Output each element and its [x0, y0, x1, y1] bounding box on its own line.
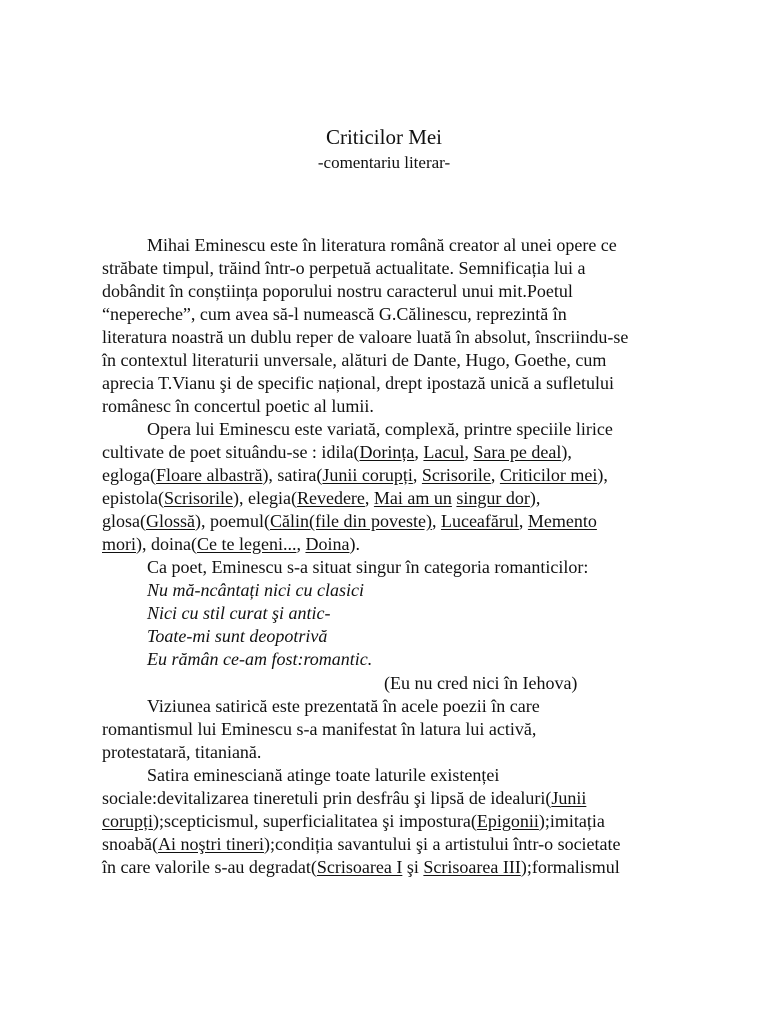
text-run: străbate timpul, trăind într-o perpetuă actualitate. Semnificația lui a [102, 258, 586, 278]
work-title: Sara pe deal [473, 442, 562, 462]
work-title: Ai noştri tineri [157, 834, 264, 854]
paragraph-line [102, 326, 628, 349]
work-title: Junii [551, 788, 587, 808]
text-run: , [490, 465, 500, 485]
text-run: , [464, 442, 474, 462]
paragraph-line [102, 280, 573, 303]
text-run: Nici cu stil curat şi antic- [147, 603, 331, 623]
text-run: );scepticismul, superficialitatea şi impostura( [153, 811, 477, 831]
paragraph-line [102, 395, 374, 418]
paragraph-line [147, 234, 617, 257]
work-title: Doina [305, 534, 350, 554]
work-title: Ce te legeni... [196, 534, 297, 554]
paragraph-line [102, 787, 586, 810]
text-run: ), elegia( [232, 488, 297, 508]
work-title: singur dor [456, 488, 530, 508]
work-title: Memento [527, 511, 597, 531]
paragraph-line [102, 303, 567, 326]
text-run: snoabă( [102, 834, 158, 854]
text-run: literatura noastră un dublu reper de valoare luată în absolut, înscriindu-se [102, 327, 629, 347]
text-run: , [518, 511, 528, 531]
paragraph-line [102, 856, 620, 879]
paragraph-line [102, 349, 606, 372]
paragraph-line [102, 833, 621, 856]
text-run: , [364, 488, 374, 508]
text-run: egloga( [102, 465, 156, 485]
paragraph-line [102, 487, 540, 510]
work-title: Scrisoarea I [316, 857, 403, 877]
paragraph-line [147, 764, 499, 787]
text-run: );formalismul [520, 857, 620, 877]
work-title: Mai am un [373, 488, 452, 508]
work-title: corupți [102, 811, 153, 831]
work-title: Călin(file din poveste) [269, 511, 432, 531]
text-run: epistola( [102, 488, 164, 508]
work-title: Floare albastră [155, 465, 263, 485]
work-title: Scrisoarea III [423, 857, 521, 877]
text-run: şi [402, 857, 424, 877]
text-run: ), satira( [262, 465, 323, 485]
work-title: Scrisorile [163, 488, 233, 508]
text-run: românesc în concertul poetic al lumii. [102, 396, 374, 416]
work-title: Criticilor mei [499, 465, 598, 485]
text-run: ), doina( [136, 534, 197, 554]
text-run: (Eu nu cred nici în Iehova) [384, 673, 578, 693]
document-subtitle: -comentariu literar- [317, 153, 451, 172]
poem-citation [384, 672, 577, 695]
work-title: Dorința [359, 442, 415, 462]
text-run: Toate-mi sunt deopotrivă [147, 626, 328, 646]
poem-verse [147, 579, 364, 602]
text-run: în care valorile s-au degradat( [102, 857, 317, 877]
text-run: în contextul literaturii unversale, alături de Dante, Hugo, Goethe, cum [102, 350, 607, 370]
text-run: glosa( [102, 511, 146, 531]
text-run: , [296, 534, 306, 554]
text-run: ), [529, 488, 541, 508]
paragraph-line [147, 418, 613, 441]
paragraph-line [102, 441, 572, 464]
paragraph-line [147, 556, 588, 579]
paragraph-line [102, 257, 585, 280]
paragraph-line [102, 810, 605, 833]
text-run: Opera lui Eminescu este variată, complexă, printre speciile lirice [147, 419, 613, 439]
poem-verse [147, 602, 330, 625]
text-run: cultivate de poet situându-se : idila( [102, 442, 360, 462]
text-run: Mihai Eminescu este în literatura română creator al unei opere ce [147, 235, 617, 255]
text-run: );imitația [538, 811, 605, 831]
text-run: , [414, 442, 424, 462]
work-title: Epigonii [476, 811, 539, 831]
text-run: “nepereche”, cum avea să-l numească G.Călinescu, reprezintă în [102, 304, 567, 324]
poem-verse [147, 625, 327, 648]
text-run: aprecia T.Vianu şi de specific național, drept ipostază unică a sufletului [102, 373, 615, 393]
work-title: mori [102, 534, 136, 554]
text-run: sociale:devitalizarea tineretuli prin desfrâu şi lipsă de idealuri( [102, 788, 552, 808]
paragraph-line [102, 510, 597, 533]
text-run: ), [597, 465, 608, 485]
text-run: Eu rămân ce-am fost:romantic. [147, 649, 373, 669]
paragraph-line [102, 533, 360, 556]
work-title: Revedere [296, 488, 365, 508]
text-run: Viziunea satirică este prezentată în acele poezii în care [147, 696, 540, 716]
work-title: Junii corupți [322, 465, 413, 485]
text-run: Satira eminesciană atinge toate laturile existenței [147, 765, 500, 785]
text-run: ), [561, 442, 572, 462]
poem-verse [147, 648, 372, 671]
paragraph-line [102, 718, 536, 741]
work-title: Lacul [423, 442, 465, 462]
text-run: Nu mă-ncântați nici cu clasici [147, 580, 364, 600]
text-run: ), poemul( [195, 511, 270, 531]
text-run: Ca poet, Eminescu s-a situat singur în categoria romanticilor: [147, 557, 589, 577]
paragraph-line [147, 695, 540, 718]
work-title: Scrisorile [421, 465, 491, 485]
paragraph-line [102, 741, 261, 764]
text-run: romantismul lui Eminescu s-a manifestat în latura lui activă, [102, 719, 537, 739]
paragraph-line [102, 464, 608, 487]
text-run: );condiția savantului şi a artistului într-o societate [263, 834, 621, 854]
text-run: , [412, 465, 422, 485]
text-run: protestatară, titaniană. [102, 742, 262, 762]
paragraph-line [102, 372, 614, 395]
work-title: Glossă [146, 511, 195, 531]
work-title: Luceafărul [440, 511, 519, 531]
text-run: , [431, 511, 441, 531]
text-run: dobândit în conștiința poporului nostru caracterul unui mit.Poetul [102, 281, 573, 301]
document-title: Criticilor Mei [325, 125, 443, 149]
text-run: ). [349, 534, 360, 554]
